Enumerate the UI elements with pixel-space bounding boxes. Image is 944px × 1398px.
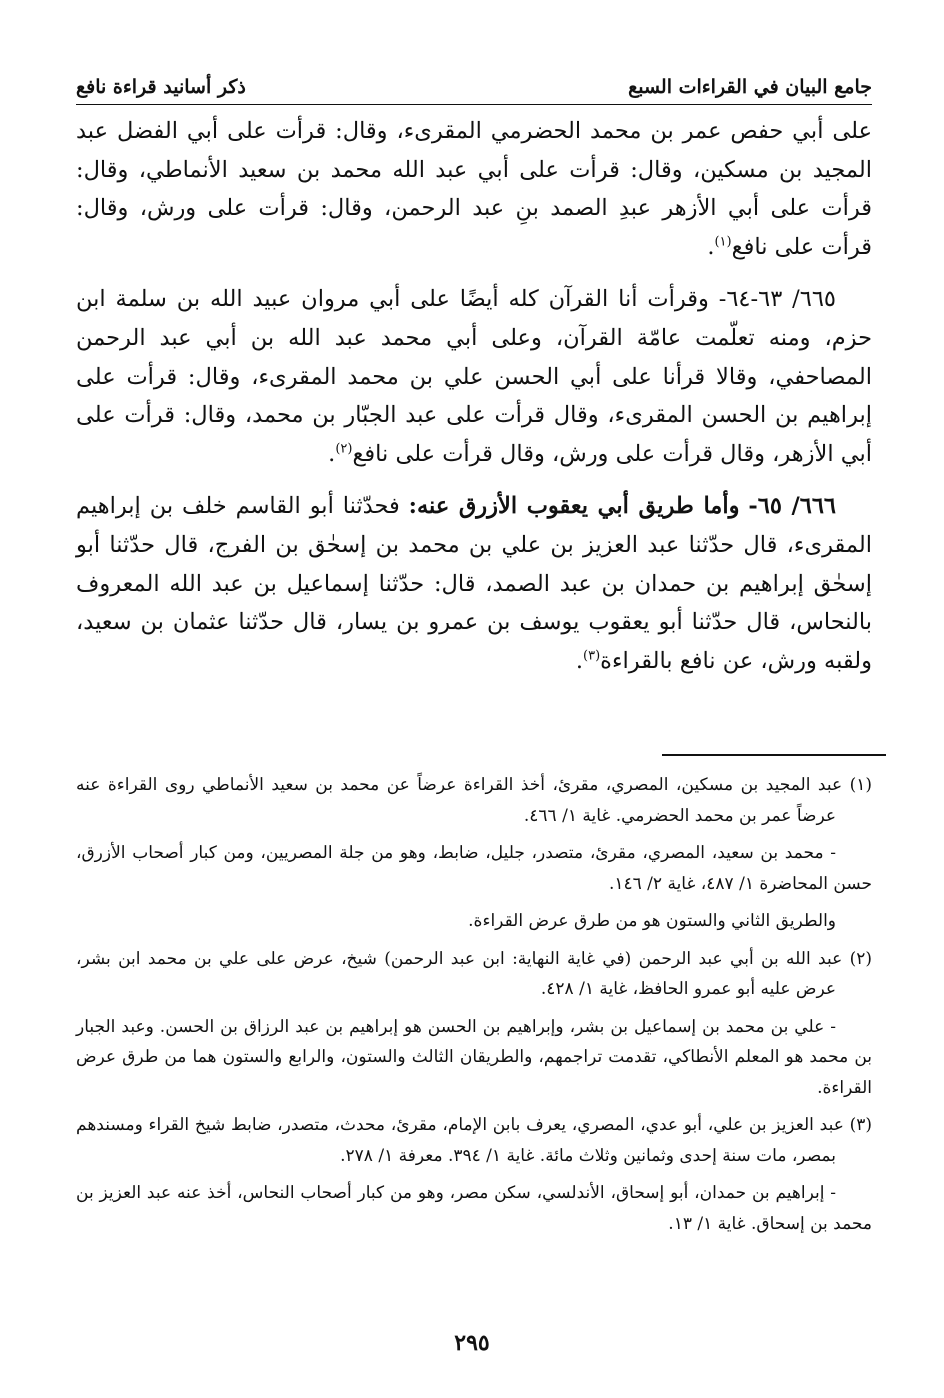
main-text — [76, 112, 872, 694]
footnote-1-note-b: والطريق الثاني والستون هو من طرق عرض القراءة. — [468, 911, 836, 931]
footnote-1: (١) عبد المجيد بن مسكين، المصري، مقرئ، أخذ القراءة عرضاً عن محمد بن سعيد الأنماطي روى القراءة عنه عرضاً عمر بن محمد الحضرمي. غاية ١/ ٤٦٦. — [76, 775, 872, 826]
paragraph-1-end: . — [707, 233, 715, 260]
section-title: ذكر أسانيد قراءة نافع — [76, 76, 246, 98]
paragraph-2-end: . — [328, 440, 336, 467]
running-head — [76, 58, 872, 105]
footnote-2-note: - علي بن محمد بن إسماعيل بن بشر، وإبراهيم بن الحسن هو إبراهيم بن عبد الرزاق بن الحسن. وعبد الجبار بن محمد هو المعلم الأنطاكي، تقدمت تراجمهم، والطريقان الثالث والستون، والرابع والستون هما من طرق عرض القراءة. — [76, 1016, 872, 1098]
paragraph-1 — [76, 112, 872, 266]
book-title: جامع البيان في القراءات السبع — [628, 76, 872, 98]
paragraph-3-number: ٦٦٦/ ٦٥- — [748, 493, 836, 520]
paragraph-1-text: على أبي حفص عمر بن محمد الحضرمي المقرىء، وقال: قرأت على أبي الفضل عبد المجيد بن مسكين، وقال: قرأت على أبي عبد الله محمد بن سعيد الأنماطي، وقال: قرأت على أبي الأزهر عبدِ الصمد بنِ عبد الرحمن، وقال: قرأت على ورش، وقال: قرأت على نافع — [76, 118, 872, 260]
footnote-2: (٢) عبد الله بن أبي عبد الرحمن (في غاية النهاية: ابن عبد الرحمن) شيخ، عرض على علي بن محمد ابن بشر، عرض عليه أبو عمرو الحافظ، غاية ١/ ٤٢٨. — [76, 948, 872, 999]
paragraph-3 — [76, 487, 872, 680]
footnote-3-note: - إبراهيم بن حمدان، أبو إسحاق، الأندلسي، سكن مصر، وهو من كبار أصحاب النحاس، أخذ عنه عبد العزيز بن محمد بن إسحاق. غاية ١/ ١٣. — [76, 1183, 872, 1234]
paragraph-3-end: . — [575, 647, 584, 674]
footnote-separator — [662, 754, 886, 756]
paragraph-3-heading: وأما طريق أبي يعقوب الأزرق عنه: — [408, 493, 740, 520]
footnote-1-note-a: - محمد بن سعيد، المصري، مقرئ، متصدر، جليل، ضابط، وهو من جلة المصريين، ومن كبار أصحاب الأزرق، حسن المحاضرة ١/ ٤٨٧، غاية ٢/ ١٤٦. — [76, 843, 872, 894]
footnotes — [76, 770, 872, 1246]
paragraph-2 — [76, 280, 872, 473]
footnote-ref-2: (٢) — [335, 441, 353, 457]
footnote-ref-3: (٣) — [583, 648, 601, 664]
footnote-ref-1: (١) — [714, 234, 732, 250]
paragraph-2-text: ٦٦٥/ ٦٣-٦٤- وقرأت أنا القرآن كله أيضًا على أبي مروان عبيد الله بن سلمة ابن حزم، ومنه تعلّمت عامّة القرآن، وعلى أبي محمد عبد الله بن أبي عبد الرحمن المصاحفي، وقالا قرأنا على أبي الحسن علي بن محمد المقرىء، وقال: قرأت على إبراهيم بن الحسن المقرىء، وقال قرأت على عبد الجبّار بن محمد، وقال: قرأت على أبي الأزهر، وقال قرأت على ورش، وقال قرأت على نافع — [76, 286, 872, 467]
footnote-3: (٣) عبد العزيز بن علي، أبو عدي، المصري، يعرف بابن الإمام، مقرئ، محدث، متصدر، ضابط شيخ القراء ومسندهم بمصر، مات سنة إحدى وثمانين وثلاث مائة. غاية ١/ ٣٩٤. معرفة ١/ ٢٧٨. — [76, 1115, 872, 1166]
paragraph-3-text: فحدّثنا أبو القاسم خلف بن إبراهيم المقرىء، قال حدّثنا عبد العزيز بن علي بن محمد بن إسحٰق بن الفرج، قال حدّثنا أبو إسحٰق إبراهيم بن حمدان بن عبد الصمد، قال: حدّثنا إسماعيل بن عبد الله المعروف بالنحاس، قال حدّثنا أبو يعقوب يوسف بن عمرو بن يسار، قال حدّثنا عثمان بن سعيد، ولقبه ورش، عن نافع بالقراءة — [76, 493, 872, 674]
page-number: ٢٩٥ — [454, 1330, 490, 1356]
